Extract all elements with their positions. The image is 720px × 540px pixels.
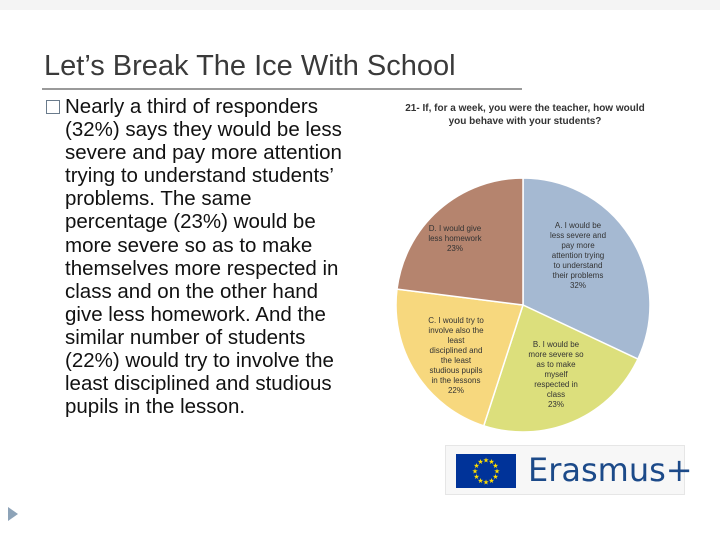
eu-star-icon: ★: [488, 478, 495, 486]
slice-label: A. I would be less severe and pay more attention trying to understand their problems 32%: [549, 221, 607, 290]
next-slide-arrow-icon[interactable]: [8, 507, 18, 521]
eu-star-icon: ★: [482, 479, 490, 487]
eu-flag-icon: [456, 454, 516, 488]
slice-label: B. I would be more severe so as to make myself respected in class 23%: [528, 340, 584, 409]
eu-star-icon: ★: [473, 463, 480, 470]
eu-star-icon: ★: [477, 458, 484, 466]
eu-star-icon: ★: [471, 468, 479, 476]
erasmus-logo-text: Erasmus+: [528, 451, 693, 489]
eu-star-icon: ★: [488, 458, 495, 466]
slice-label: C. I would try to involve also the least disciplined and the least studious pupils in the lessons 22%: [428, 316, 484, 395]
erasmus-logo: [445, 445, 693, 495]
eu-star-icon: ★: [482, 457, 490, 465]
slide-title: Let’s Break The Ice With School: [44, 50, 456, 82]
eu-star-icon: ★: [493, 468, 501, 476]
slice-label: D. I would give less homework 23%: [428, 224, 482, 253]
eu-star-icon: ★: [492, 463, 499, 470]
eu-star-icon: ★: [492, 474, 499, 481]
bullet-paragraph: Nearly a third of responders (32%) says they would be less severe and pay more attention trying to understand students’ problems. The same percentage (23%) would be more severe so as to make themselves more respected in class and on the other hand give less homework. And the similar number of students (22%) would try to involve the least disciplined and studious pupils in the lesson.: [65, 95, 342, 419]
chart-title: 21- If, for a week, you were the teacher, how would you behave with your students?: [405, 103, 645, 127]
eu-star-icon: ★: [473, 474, 480, 481]
eu-star-icon: ★: [477, 478, 484, 486]
